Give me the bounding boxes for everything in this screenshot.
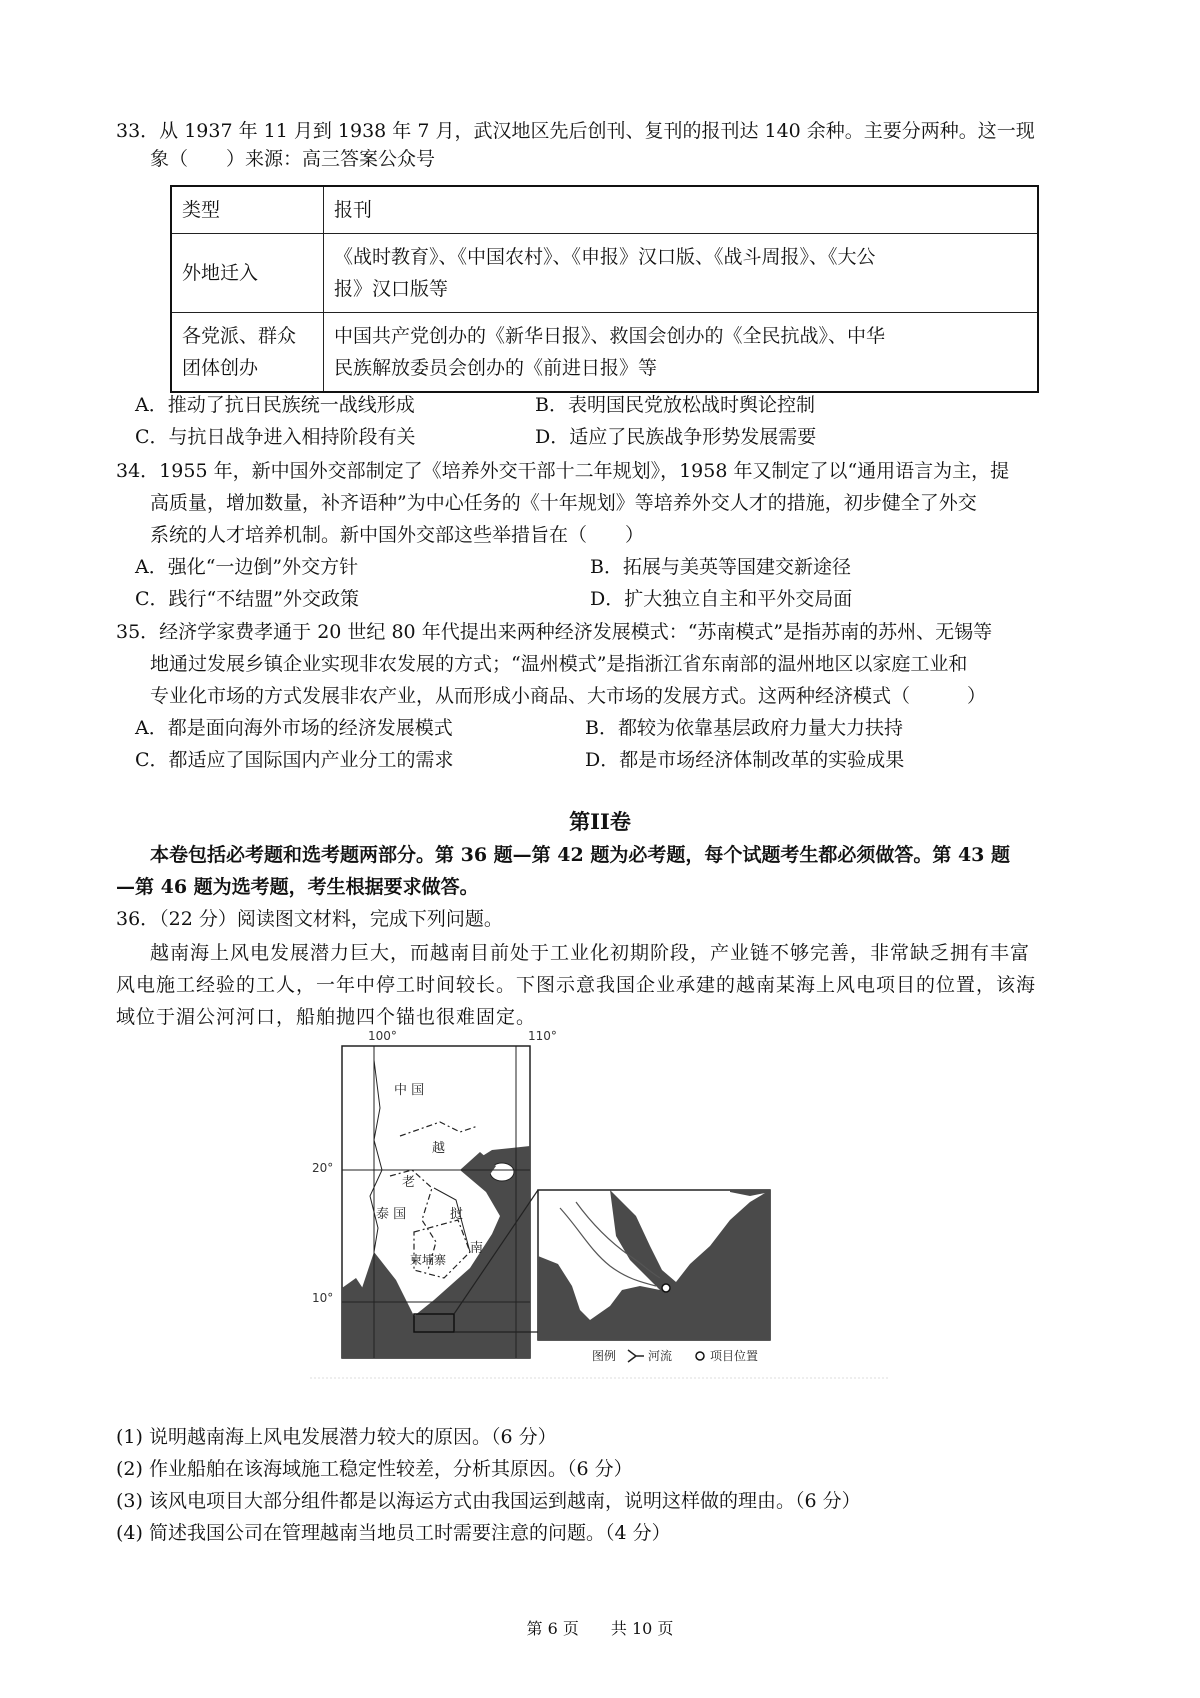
q33-option-c[interactable]: C．与抗日战争进入相持阶段有关 [135,426,416,448]
q33-table [170,185,1039,393]
q36-subquestion-2: (2) 作业船舶在该海域施工稳定性较差，分析其原因。（6 分） [116,1458,633,1480]
label-yue: 越 [432,1141,446,1156]
main-map [342,1046,530,1358]
label-nan: 南 [470,1241,484,1256]
table-cell-line: 中国共产党创办的《新华日报》、救国会创办的《全民抗战》、中华 [334,325,886,347]
q34-option-a[interactable]: A．强化“一边倒”外交方针 [135,556,359,578]
q33-option-b[interactable]: B．表明国民党放松战时舆论控制 [535,394,815,416]
table-cell-papers [324,313,1039,393]
q34-stem-line3: 系统的人才培养机制。新中国外交部这些举措旨在（ ） [150,524,645,546]
q35-option-c[interactable]: C．都适应了国际国内产业分工的需求 [135,749,454,771]
q36-subquestion-4: (4) 简述我国公司在管理越南当地员工时需要注意的问题。（4 分） [116,1522,671,1544]
q36-material-line1: 越南海上风电发展潜力巨大，而越南目前处于工业化初期阶段，产业链不够完善，非常缺乏拥有丰富 [150,942,1031,964]
inset-map [538,1190,770,1340]
lat-label-10: 10° [312,1291,334,1305]
q33-option-a[interactable]: A．推动了抗日民族统一战线形成 [135,394,415,416]
section-intro-line1: 本卷包括必考题和选考题两部分。第 36 题—第 42 题为必考题，每个试题考生都必须做答。第 43 题 [150,844,1011,866]
label-china: 中 国 [394,1083,425,1098]
site-legend-icon [696,1352,704,1360]
q34-option-d[interactable]: D．扩大独立自主和平外交局面 [590,588,853,610]
legend-title: 图例 [592,1349,617,1363]
q34-option-b[interactable]: B．拓展与美英等国建交新途径 [590,556,851,578]
table-cell-type: 外地迁入 [171,234,324,313]
table-cell-line: 各党派、群众 [182,325,297,347]
legend-site: 项目位置 [710,1349,759,1363]
q36-material-line3: 域位于湄公河河口，船舶抛四个锚也很难固定。 [116,1006,537,1028]
q34-stem-line2: 高质量，增加数量，补齐语种”为中心任务的《十年规划》等培养外交人才的措施，初步健全了外交 [150,492,977,514]
q35-option-d[interactable]: D．都是市场经济体制改革的实验成果 [585,749,905,771]
table-cell-line: 报》汉口版等 [334,278,449,300]
q36-head: 36．（22 分）阅读图文材料，完成下列问题。 [116,908,503,930]
section-intro-line2: —第 46 题为选考题，考生根据要求做答。 [116,876,479,898]
q34-option-c[interactable]: C．践行“不结盟”外交政策 [135,588,359,610]
q36-subquestion-1: (1) 说明越南海上风电发展潜力较大的原因。（6 分） [116,1426,557,1448]
table-cell-papers [324,234,1039,313]
table-header-row [171,186,1038,234]
q36-material-line2: 风电施工经验的工人，一年中停工时间较长。下图示意我国企业承建的越南某海上风电项目的位置，该海 [116,974,1037,996]
q33-option-d[interactable]: D．适应了民族战争形势发展需要 [535,426,817,448]
page-footer: 第 6 页 共 10 页 [526,1619,674,1638]
q35-stem-line1: 35．经济学家费孝通于 20 世纪 80 年代提出来两种经济发展模式：“苏南模式”是指苏南的苏州、无锡等 [116,621,993,643]
q36-subquestion-3: (3) 该风电项目大部分组件都是以海运方式由我国运到越南，说明这样做的理由。（6 分） [116,1490,861,1512]
q35-stem-line3: 专业化市场的方式发展非农产业，从而形成小商品、大市场的发展方式。这两种经济模式（ ） [150,685,987,707]
map-legend [592,1348,758,1363]
q35-stem-line2: 地通过发展乡镇企业实现非农发展的方式；“温州模式”是指浙江省东南部的温州地区以家庭工业和 [150,653,968,675]
table-cell-line: 《战时教育》、《中国农村》、《申报》汉口版、《战斗周报》、《大公 [334,246,876,268]
section-title: 第II卷 [569,809,631,834]
table-cell-type [171,313,324,393]
q35-option-b[interactable]: B．都较为依靠基层政府力量大力扶持 [585,717,903,739]
river-legend-icon [628,1350,644,1362]
label-wo: 挝 [450,1207,464,1222]
q34-stem-line1: 34．1955 年，新中国外交部制定了《培养外交干部十二年规划》，1958 年又制定了以“通用语言为主，提 [116,460,1010,482]
lon-label-110: 110° [528,1029,557,1043]
table-row [171,313,1038,393]
label-lao: 老 [402,1175,416,1190]
table-header-type: 类型 [171,186,324,234]
project-site-marker [662,1284,670,1292]
lat-label-20: 20° [312,1161,334,1175]
label-cambodia: 柬埔寨 [410,1253,447,1267]
q35-option-a[interactable]: A．都是面向海外市场的经济发展模式 [135,717,453,739]
vietnam-wind-farm-map [310,1020,890,1382]
table-row [171,234,1038,313]
q33-stem-line2: 象（ ）来源：高三答案公众号 [150,148,436,170]
legend-river: 河流 [648,1349,673,1363]
table-cell-line: 民族解放委员会创办的《前进日报》等 [334,357,658,379]
lon-label-100: 100° [368,1029,397,1043]
label-thailand: 泰 国 [376,1207,407,1222]
table-cell-line: 团体创办 [182,357,259,379]
table-header-papers: 报刊 [324,186,1039,234]
q33-stem-line1: 33．从 1937 年 11 月到 1938 年 7 月，武汉地区先后创刊、复刊的报刊达 140 余种。主要分两种。这一现 [116,120,1035,142]
